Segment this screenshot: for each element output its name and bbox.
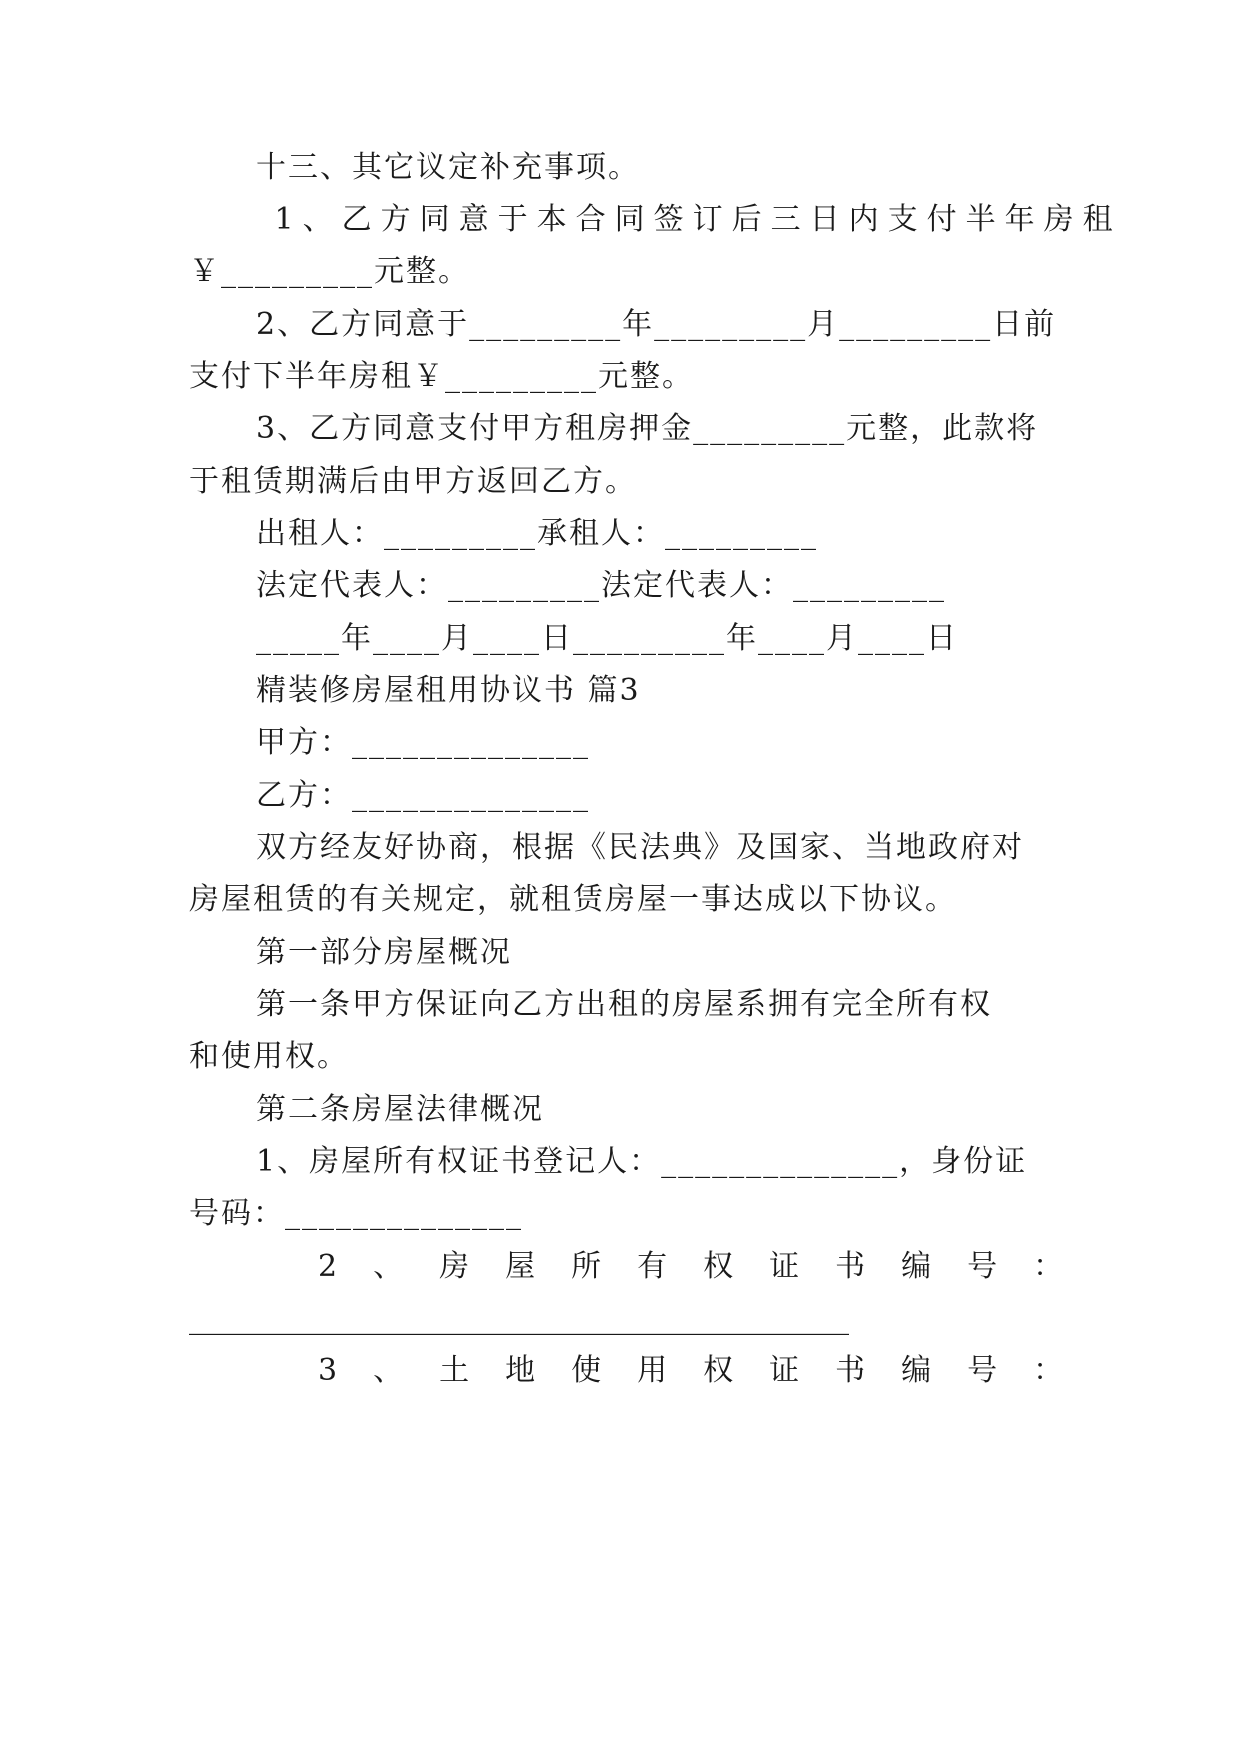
paragraph-line: 支付下半年房租￥_________元整。 [189,359,694,394]
signature-legal-representatives: 法定代表人：_________法定代表人：_________ [256,568,946,603]
paragraph-line: 和使用权。 [189,1039,349,1074]
signature-dates: _____年____月____日_________年____月____日 [256,621,958,656]
part-heading: 第一部分房屋概况 [256,935,512,970]
paragraph-line: 号码：______________ [189,1196,523,1231]
paragraph-line: 双方经友好协商，根据《民法典》及国家、当地政府对 [256,830,1024,865]
party-b-line: 乙方：______________ [256,778,590,813]
paragraph-line: ￥_________元整。 [189,254,470,289]
party-a-line: 甲方：______________ [256,725,590,760]
paragraph-line: 1、房屋所有权证书登记人：______________，身份证 [256,1144,1028,1179]
paragraph-line: 1、乙方同意于本合同签订后三日内支付半年房租 [256,202,1122,237]
blank-fill-line: ____________________________________________ [189,1301,849,1336]
paragraph-line: 房屋租赁的有关规定，就租赁房屋一事达成以下协议。 [189,882,957,917]
signature-lessor-lessee: 出租人：_________承租人：_________ [256,516,818,551]
paragraph-line: 第一条甲方保证向乙方出租的房屋系拥有完全所有权 [256,987,992,1022]
paragraph-line: 3、土地使用权证书编号： [318,1353,1100,1388]
paragraph-line: 于租赁期满后由甲方返回乙方。 [189,464,637,499]
heading-supplementary-items: 十三、其它议定补充事项。 [256,150,640,185]
section-title: 精装修房屋租用协议书 篇3 [256,673,641,708]
paragraph-line: 2、房屋所有权证书编号： [318,1249,1100,1284]
paragraph-line: 3、乙方同意支付甲方租房押金_________元整，此款将 [256,411,1039,446]
paragraph-line: 2、乙方同意于_________年_________月_________日前 [256,307,1057,342]
article-heading: 第二条房屋法律概况 [256,1092,544,1127]
